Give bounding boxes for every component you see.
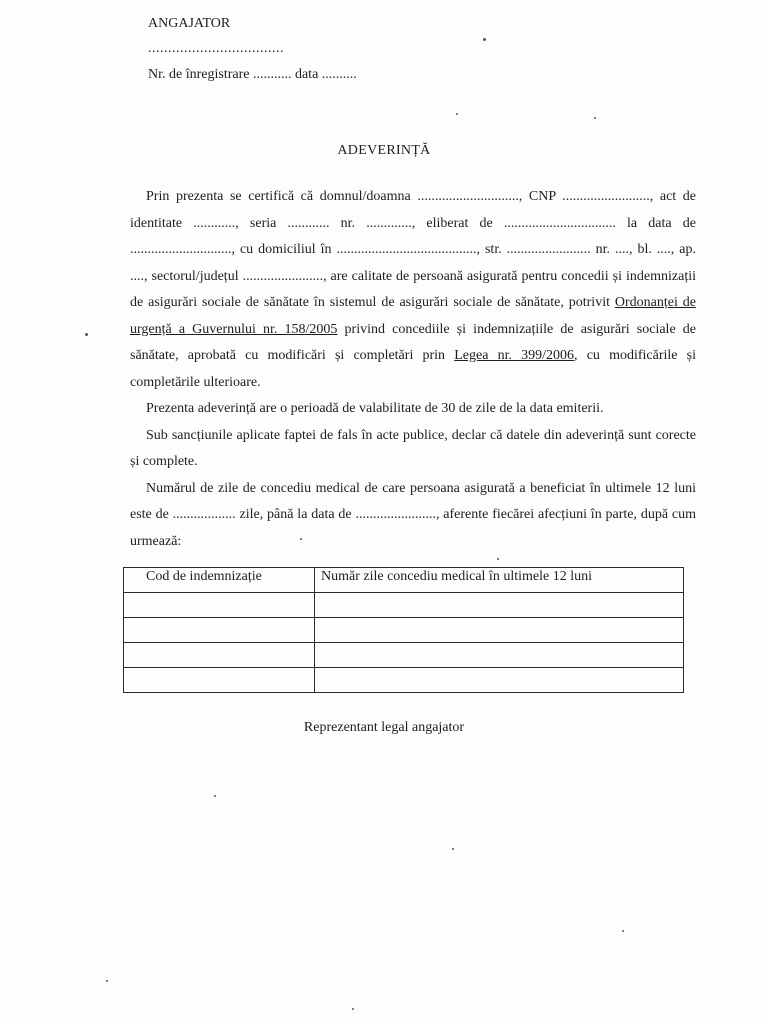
- sick-leave-table-wrapper: [123, 567, 684, 693]
- scan-speck: [456, 113, 458, 115]
- scan-speck: [214, 795, 216, 797]
- sick-leave-table: [123, 567, 684, 693]
- scan-speck: [497, 558, 499, 560]
- registration-line: Nr. de înregistrare ........... data ..........: [148, 67, 357, 82]
- scan-speck: [622, 930, 624, 932]
- paragraph-certification: [130, 184, 696, 396]
- table-row: [124, 643, 684, 668]
- employer-label: ANGAJATOR: [148, 16, 231, 31]
- paragraph-declaration: Sub sancțiunile aplicate faptei de fals în acte publice, declar că datele din adeverință sunt corecte și complete.: [130, 427, 696, 469]
- scan-speck: [483, 38, 486, 41]
- table-cell-days[interactable]: [315, 643, 684, 668]
- certification-text-a: Prin prezenta se certifică că domnul/doamna ............................., CNP ........................., act de identitate ............, seria ............ nr. ............., eliberat de ................................ la data de ............................., cu domiciliul în ........................................, str. ........................ nr. ...., bl. ...., ap. ...., sectorul/județul ......................., are calitate de persoană asigurată pentru concedii și indemnizații de asigurări sociale de sănătate în sistemul de asigurări sociale de sănătate, potrivit: [130, 189, 696, 310]
- employer-name-blank: ..................................: [148, 41, 284, 56]
- scan-speck: [452, 848, 454, 850]
- table-cell-days[interactable]: [315, 618, 684, 643]
- paragraph-validity: Prezenta adeverință are o perioadă de valabilitate de 30 de zile de la data emiterii.: [146, 401, 604, 416]
- scan-speck: [106, 980, 108, 982]
- table-cell-code[interactable]: [124, 593, 315, 618]
- ordinance-reference: Ordonanței de urgență a Guvernului nr. 158/2005: [130, 295, 696, 337]
- table-row: [124, 668, 684, 693]
- law-reference: Legea nr. 399/2006: [454, 348, 575, 363]
- table-row: [124, 593, 684, 618]
- table-cell-days[interactable]: [315, 593, 684, 618]
- certification-text-b: privind concediile și indemnizațiile de asigurări sociale de sănătate, aprobată cu modificări și completări prin: [130, 321, 696, 363]
- scan-speck: [594, 117, 596, 119]
- table-row: [124, 618, 684, 643]
- certification-text-c: , cu modificările și completările ulterioare.: [130, 348, 696, 390]
- scan-speck: [300, 538, 302, 540]
- scan-speck: [85, 333, 88, 336]
- table-cell-days[interactable]: [315, 668, 684, 693]
- signature-label: Reprezentant legal angajator: [303, 720, 465, 735]
- document-title: ADEVERINȚĂ: [337, 143, 431, 158]
- scan-speck: [352, 1008, 354, 1010]
- paragraph-sick-days: Numărul de zile de concediu medical de care persoana asigurată a beneficiat în ultimele 12 luni este de .................. zile, până la data de ......................., aferente fiecărei afecțiuni în parte, după cum urmează:: [130, 480, 696, 549]
- table-cell-code[interactable]: [124, 643, 315, 668]
- table-header-row: [124, 568, 684, 593]
- table-cell-code[interactable]: [124, 618, 315, 643]
- column-header-days: Număr zile concediu medical în ultimele 12 luni: [315, 568, 684, 593]
- table-cell-code[interactable]: [124, 668, 315, 693]
- document-body: [130, 184, 696, 555]
- column-header-code: Cod de indemnizație: [124, 568, 315, 593]
